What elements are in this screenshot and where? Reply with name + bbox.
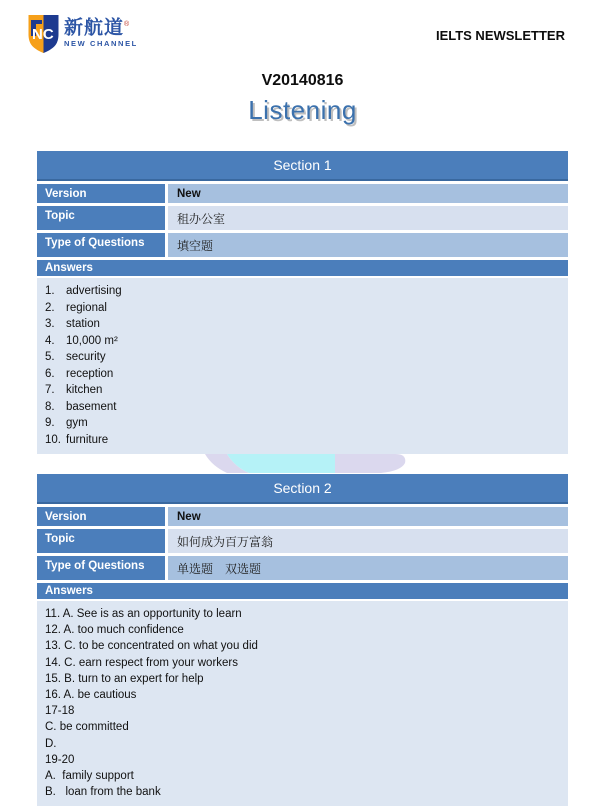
answers-list [37,601,568,806]
answer-line: D. [45,737,57,750]
value-type-of-questions: 单选题 双选题 [168,556,568,580]
answer-text: 10,000 m² [66,334,118,347]
answer-line: B. loan from the bank [45,786,161,799]
section-1-title: Section 1 [37,151,568,181]
answer-line: 15. B. turn to an expert for help [45,672,204,685]
answer-text: furniture [66,433,109,446]
answer-line [45,415,560,432]
answer-number: 3. [45,318,55,330]
answer-line: 12. A. too much confidence [45,624,184,637]
answer-line [45,316,560,333]
answer-line [45,382,560,399]
watermark [37,454,568,474]
answer-number: 6. [45,367,55,380]
svg-text:NC: NC [32,26,54,43]
answer-text: regional [66,301,107,314]
label-topic: Topic [37,529,165,553]
answer-number: 1. [45,285,55,297]
page-header [0,0,605,60]
answer-number: 2. [45,301,55,314]
section-2 [37,474,568,806]
answer-text: advertising [66,285,122,297]
answer-line [45,399,560,416]
answer-text: basement [66,400,117,413]
row-type-of-questions [37,233,568,257]
answer-line: 16. A. be cautious [45,689,137,702]
label-version: Version [37,184,165,203]
answer-number: 4. [45,334,55,347]
answer-line [45,349,560,366]
answer-line [45,366,560,383]
value-version: New [168,184,568,203]
label-type-of-questions: Type of Questions [37,556,165,580]
value-topic: 租办公室 [168,206,568,230]
answer-text: kitchen [66,384,103,396]
answer-number: 10. [45,433,61,446]
answer-line: A. family support [45,770,134,783]
brand-english: NEW CHANNEL [64,39,138,49]
answer-line: 11. A. See is as an opportunity to learn [45,608,242,620]
nc-shield-icon [28,14,59,54]
answer-line: 14. C. earn respect from your workers [45,656,239,669]
answer-line: 17-18 [45,705,75,718]
label-topic: Topic [37,206,165,230]
row-topic [37,529,568,553]
answers-header: Answers [37,260,568,276]
value-version: New [168,507,568,526]
section-2-title: Section 2 [37,474,568,504]
value-type-of-questions: 填空题 [168,233,568,257]
registered-mark: ® [124,21,131,28]
answer-line: 19-20 [45,753,75,766]
watermark-shield-icon [185,454,420,474]
answer-number: 7. [45,384,55,396]
answer-text: security [66,351,106,363]
row-version [37,184,568,203]
newsletter-title: IELTS NEWSLETTER [435,28,565,43]
answer-number: 5. [45,351,55,363]
doc-code: V20140816 [261,72,344,89]
brand-chinese: 新航道® [64,17,131,39]
new-channel-logo [28,14,138,54]
answer-line [45,283,560,300]
doc-subtitle: Listening [248,95,357,125]
answer-line: 13. C. to be concentrated on what you did [45,640,258,653]
answers-header: Answers [37,583,568,599]
answer-number: 9. [45,417,55,429]
answer-line: C. be committed [45,721,129,734]
value-topic: 如何成为百万富翁 [168,529,568,553]
label-type-of-questions: Type of Questions [37,233,165,257]
section-1 [37,151,568,454]
answer-line [45,333,560,350]
answers-list [37,278,568,454]
brand-text [64,14,138,48]
answer-number: 8. [45,400,55,413]
answer-text: gym [66,417,88,429]
label-version: Version [37,507,165,526]
row-version [37,507,568,526]
row-type-of-questions [37,556,568,580]
answer-line [45,300,560,317]
answer-text: reception [66,367,114,380]
row-topic [37,206,568,230]
answer-line [45,432,560,449]
answer-text: station [66,318,100,330]
